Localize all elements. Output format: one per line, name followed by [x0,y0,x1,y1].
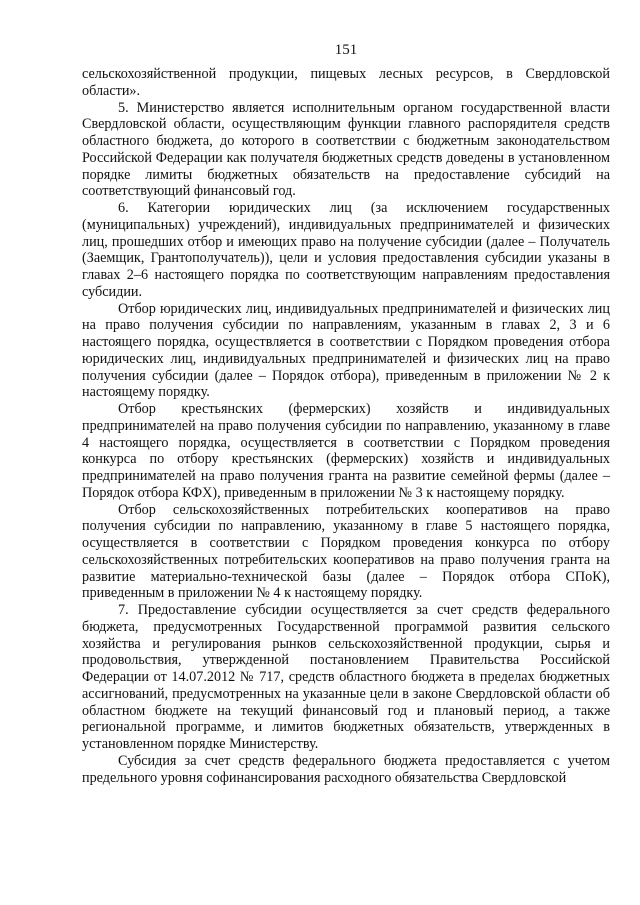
page-number: 151 [334,42,358,58]
paragraph-selection-legal-entities: Отбор юридических лиц, индивидуальных предпринимателей и физических лиц на право получения субсидии по направлениям, указанным в главах 2, 3 и 6 настоящего порядка, осуществляется в соответствии с Порядком проведения отбора юридических лиц, индивидуальных предпринимателей и физических лиц на право получения субсидии (далее – Порядок отбора), приведенным в приложении № 2 к настоящему порядку. [82,300,610,401]
paragraph-7-funding: 7. Предоставление субсидии осуществляется за счет средств федерального бюджета, предусмотренных Государственной программой развития сельского хозяйства и регулирования рынков сельскохозяйственной продукции, сырья и продовольствия, утвержденной постановлением Правительства Российской Федерации от 14.07.2012 № 717, средств областного бюджета в пределах бюджетных ассигнований, предусмотренных на указанные цели в законе Свердловской области об областном бюджете на текущий финансовый год и плановый период, а также региональной программе, и лимитов бюджетных обязательств, утвержденных в установленном порядке Министерству. [82,602,610,752]
paragraph-federal-subsidy: Субсидия за счет средств федерального бюджета предоставляется с учетом предельного уровня софинансирования расходного обязательства Свердловской [82,752,610,786]
paragraph-5-ministry: 5. Министерство является исполнительным органом государственной власти Свердловской области, осуществляющим функции главного распорядителя средств областного бюджета, до которого в соответствии с бюджетным законодательством Российской Федерации как получателя бюджетных средств доведены в установленном порядке лимиты бюджетных обязательств на предоставление субсидий на соответствующий финансовый год. [82,99,610,200]
paragraph-continuation: сельскохозяйственной продукции, пищевых лесных ресурсов, в Свердловской области». [82,66,610,99]
paragraph-selection-farms: Отбор крестьянских (фермерских) хозяйств и индивидуальных предпринимателей на право получения субсидии по направлению, указанному в главе 4 настоящего порядка, осуществляется в соответствии с Порядком проведения конкурса по отбору крестьянских (фермерских) хозяйств и индивидуальных предпринимателей на право получения гранта на развитие семейной фермы (далее – Порядок отбора КФХ), приведенным в приложении № 3 к настоящему порядку. [82,401,610,501]
paragraph-6-categories: 6. Категории юридических лиц (за исключением государственных (муниципальных) учреждений), индивидуальных предпринимателей и физических лиц, прошедших отбор и имеющих право на получение субсидии (далее – Получатель (Заемщик, Грантополучатель)), цели и условия предоставления субсидии указаны в главах 2–6 настоящего порядка по соответствующим направлениям предоставления субсидии. [82,200,610,300]
paragraph-selection-cooperatives: Отбор сельскохозяйственных потребительских кооперативов на право получения субсидии по направлению, указанному в главе 5 настоящего порядка, осуществляется в соответствии с Порядком проведения конкурса по отбору сельскохозяйственных потребительских кооперативов на право получения гранта на развитие материально-технической базы (далее – Порядок отбора СПоК), приведенным в приложении № 4 к настоящему порядку. [82,501,610,602]
document-body [82,66,610,786]
